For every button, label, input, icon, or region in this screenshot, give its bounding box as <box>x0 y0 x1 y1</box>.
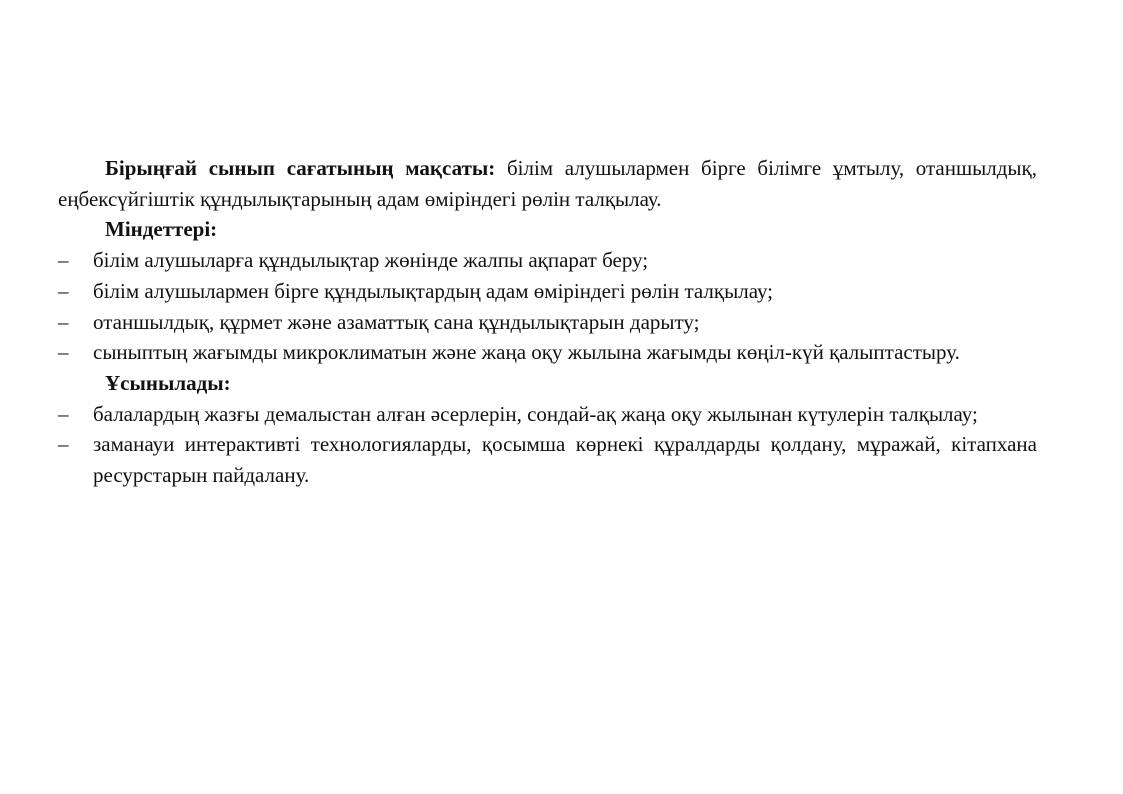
recommended-heading: Ұсынылады: <box>105 370 231 395</box>
list-item-text: сыныптың жағымды микроклиматын және жаңа оқу жылына жағымды көңіл-күй қалыптастыру. <box>93 340 960 365</box>
dash-bullet: – <box>58 401 69 426</box>
list-item <box>58 307 1037 338</box>
goal-label: Бірыңғай сынып сағатының мақсаты: <box>105 156 496 180</box>
tasks-heading: Міндеттері: <box>105 217 218 242</box>
goal-paragraph <box>58 153 1037 214</box>
list-item-text: білім алушылармен бірге құндылықтардың адам өміріндегі рөлін талқылау; <box>93 278 774 303</box>
list-item-text: балалардың жазғы демалыстан алған әсерлерін, сондай-ақ жаңа оқу жылынан күтулерін талқылау; <box>93 401 978 426</box>
dash-bullet: – <box>58 248 69 273</box>
list-item <box>58 245 1037 276</box>
list-item <box>58 429 1037 490</box>
goal-text: білім алушылармен бірге білімге ұмтылу, отаншылдық, еңбексүйгіштік құндылықтарының адам өміріндегі рөлін талқылау. <box>58 156 1037 211</box>
dash-bullet: – <box>58 278 69 303</box>
document-page <box>58 153 1037 491</box>
dash-bullet: – <box>58 309 69 334</box>
dash-bullet: – <box>58 340 69 365</box>
tasks-list <box>58 245 1037 368</box>
list-item <box>58 337 1037 368</box>
dash-bullet: – <box>58 432 69 457</box>
list-item-text: білім алушыларға құндылықтар жөнінде жалпы ақпарат беру; <box>93 248 649 273</box>
list-item <box>58 276 1037 307</box>
list-item-text: отаншылдық, құрмет және азаматтық сана құндылықтарын дарыту; <box>93 309 700 334</box>
recommended-list <box>58 399 1037 491</box>
list-item-text: заманауи интерактивті технологияларды, қосымша көрнекі құралдарды қолдану, мұражай, кітапхана ресурстарын пайдалану. <box>93 432 1037 488</box>
list-item <box>58 399 1037 430</box>
